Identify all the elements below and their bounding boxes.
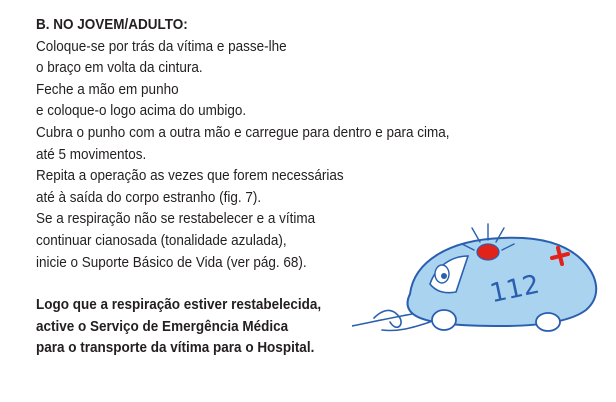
text-line: e coloque-o logo acima do umbigo. <box>36 102 247 120</box>
text-line: até 5 movimentos. <box>36 145 147 163</box>
text-line: Cubra o punho com a outra mão e carregue para dentro e para cima, <box>36 123 450 141</box>
text-line: até à saída do corpo estranho (fig. 7). <box>36 188 262 206</box>
closing-line: active o Serviço de Emergência Médica <box>36 317 289 335</box>
ambulance-illustration <box>352 222 612 400</box>
text-line: continuar cianosada (tonalidade azulada), <box>36 231 287 249</box>
closing-line: Logo que a respiração estiver restabelecida, <box>36 296 322 314</box>
text-line: o braço em volta da cintura. <box>36 59 203 77</box>
eyes-icon <box>435 265 449 283</box>
closing-line: para o transporte da vítima para o Hospital. <box>36 339 315 357</box>
text-line: Coloque-se por trás da vítima e passe-lhe <box>36 37 287 55</box>
section-heading: B. NO JOVEM/ADULTO: <box>36 16 188 33</box>
text-line: Se a respiração não se restabelecer e a vítima <box>36 210 316 228</box>
text-line: inicie o Suporte Básico de Vida (ver pág. 68). <box>36 253 307 271</box>
emergency-number: 112 <box>487 269 543 310</box>
text-line: Feche a mão em punho <box>36 80 179 98</box>
text-line: Repita a operação as vezes que forem necessárias <box>36 167 344 185</box>
